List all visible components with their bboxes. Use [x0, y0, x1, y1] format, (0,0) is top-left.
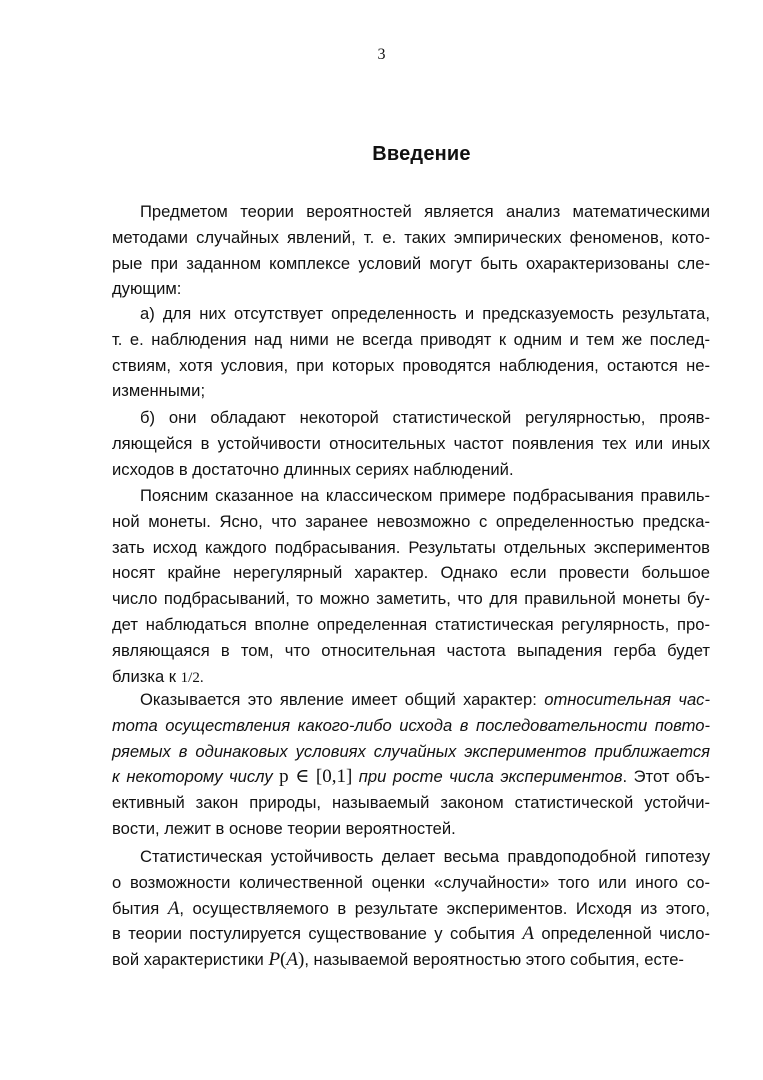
math-paren: (	[280, 949, 287, 971]
text-line: число подбрасываний, то можно заметить, что для правильной монеты бу-	[112, 589, 710, 609]
text-line: т. е. наблюдения над ними не всегда приводят к одним и тем же послед-	[112, 329, 710, 349]
paragraph-coin-example	[112, 483, 710, 689]
text-span: , называемой вероятностью этого события, есте-	[304, 950, 684, 970]
text-line: тота осуществления какого-либо исхода в последовательности повто-	[112, 715, 710, 735]
text-line	[112, 921, 710, 947]
page-title: Введение	[372, 143, 471, 165]
text-span: , осуществляемого в результате экспериментов. Исходя из этого,	[179, 898, 710, 918]
text-line	[112, 664, 710, 690]
text-line	[112, 687, 710, 713]
text-span: бытия	[112, 898, 168, 918]
text-span: близка к	[112, 666, 181, 686]
text-span: вой характеристики	[112, 950, 269, 970]
text-line: исходов в достаточно длинных сериях наблюдений.	[112, 459, 514, 479]
text-span: . Этот объ-	[622, 767, 710, 787]
italic-span: при росте числа экспериментов	[358, 767, 623, 787]
text-line: вости, лежит в основе теории вероятностей.	[112, 818, 456, 838]
text-line: ляющейся в устойчивости относительных частот появления тех или иных	[112, 433, 710, 453]
math-formula: p ∈ [0,1]	[279, 766, 353, 788]
text-line: дет наблюдаться вполне определенная статистическая регулярность, про-	[112, 614, 710, 634]
text-line	[112, 896, 710, 922]
text-span: Оказывается это явление имеет общий характер:	[140, 690, 545, 709]
text-span: в теории постулируется существование у события	[112, 924, 523, 944]
text-line: зать исход каждого подбрасывания. Результаты отдельных экспериментов	[112, 537, 710, 557]
text-span: определенной число-	[533, 924, 710, 944]
paragraph-item-b	[112, 405, 710, 482]
text-line: ективный закон природы, называемый законом статистической устойчи-	[112, 793, 710, 813]
text-line: изменными;	[112, 381, 206, 401]
paragraph-stability	[112, 844, 710, 973]
paragraph-item-a	[112, 301, 710, 404]
math-paren: )	[297, 949, 305, 971]
text-line: являющаяся в том, что относительная частота выпадения герба будет	[112, 640, 710, 660]
text-line: Предметом теории вероятностей является анализ математическими	[140, 202, 710, 221]
text-line: рые при заданном комплексе условий могут быть охарактеризованы сле-	[112, 253, 710, 273]
page-number: 3	[377, 46, 386, 63]
text-line: носят крайне нерегулярный характер. Однако если провести большое	[112, 563, 710, 583]
italic-span: относительная час-	[544, 690, 710, 709]
math-symbol: A	[167, 897, 180, 919]
paragraph-law-statement	[112, 687, 710, 842]
paragraph-intro	[112, 199, 710, 302]
text-line	[112, 764, 710, 790]
text-line: о возможности количественной оценки «случайности» того или иного со-	[112, 872, 710, 892]
text-line: ряемых в одинаковых условиях случайных экспериментов приближается	[112, 741, 710, 761]
fraction-value: 1/2.	[180, 669, 204, 686]
math-symbol: A	[522, 923, 534, 945]
text-line: методами случайных явлений, т. е. таких эмпирических феноменов, кото-	[112, 227, 710, 247]
text-line: Поясним сказанное на классическом примере подбрасывания правиль-	[140, 486, 710, 505]
italic-span: к некоторому числу	[112, 767, 280, 787]
text-line: ной монеты. Ясно, что заранее невозможно с определенностью предска-	[112, 511, 710, 531]
text-line	[112, 947, 710, 973]
math-symbol: A	[286, 949, 298, 971]
text-line: Статистическая устойчивость делает весьма правдоподобной гипотезу	[140, 847, 710, 866]
text-line: а) для них отсутствует определенность и предсказуемость результата,	[140, 304, 710, 323]
text-line: дующим:	[112, 279, 182, 299]
text-line: б) они обладают некоторой статистической регулярностью, прояв-	[140, 408, 710, 427]
text-line: ствиям, хотя условия, при которых проводятся наблюдения, остаются не-	[112, 355, 710, 375]
math-symbol: P	[268, 949, 281, 971]
